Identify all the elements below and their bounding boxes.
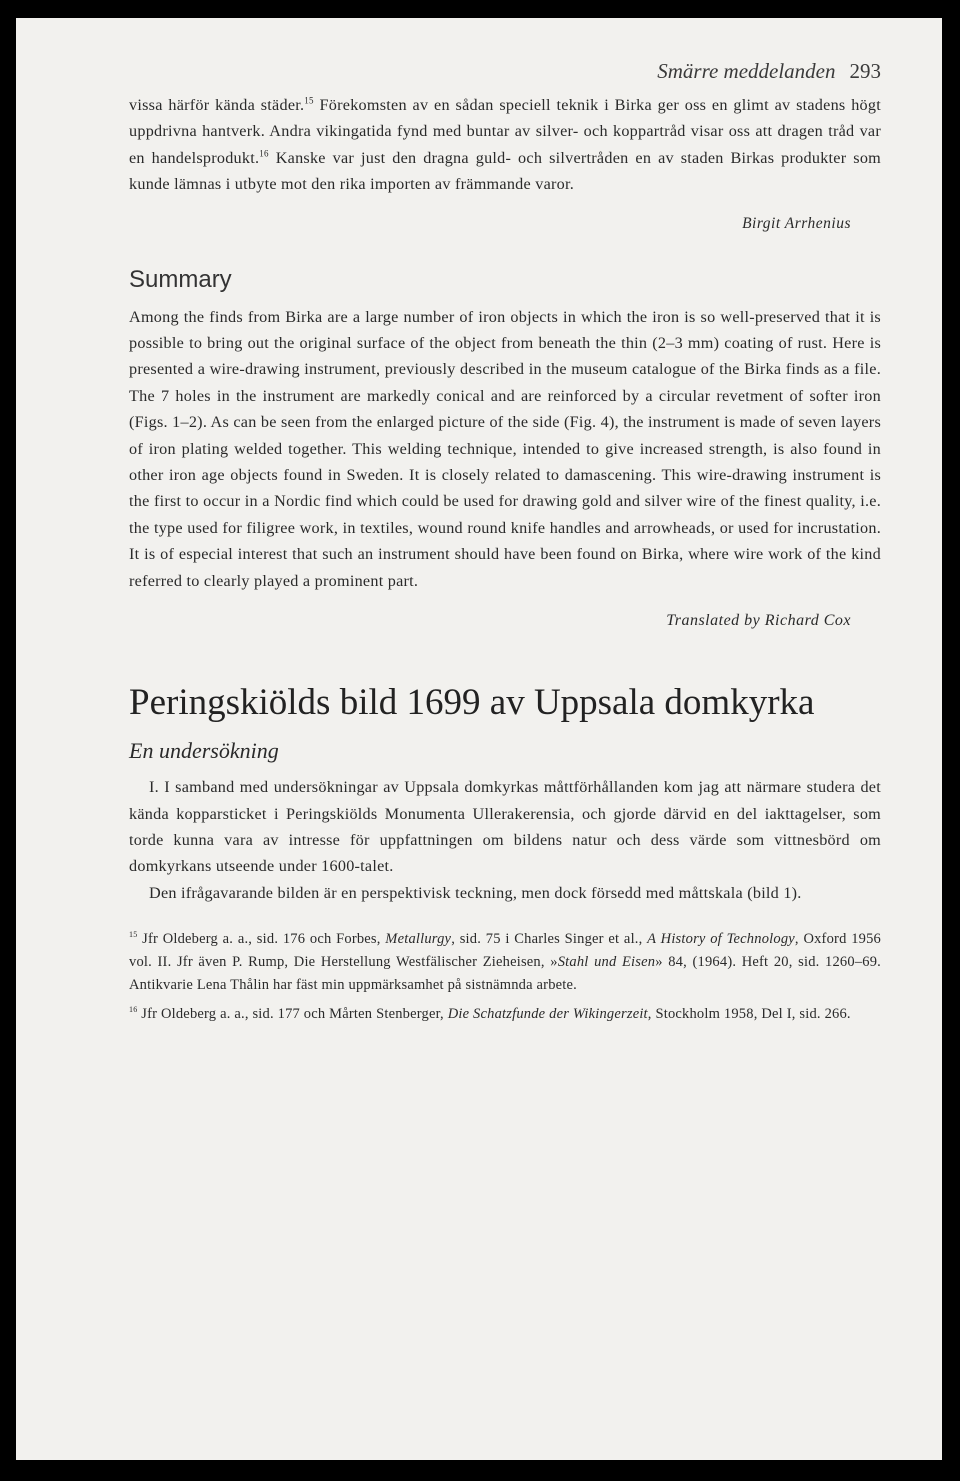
intro-text-3: Kanske var just den dragna guld- och silvertråden en av staden Birkas produkter som kunde lämnas i utbyte mot den rika importen av främmande varor. xyxy=(129,148,881,194)
page-content xyxy=(129,56,881,1031)
footnote-number: 16 xyxy=(129,1004,138,1014)
footnote-title-italic: Metallurgy xyxy=(385,931,452,948)
footnote-text: » 84, (1964). Heft 20, sid. 1260–69. Antikvarie Lena Thålin har fäst min uppmärksamhet på sistnämnda arbete. xyxy=(129,953,881,993)
footnote-title-italic: A History of Technology xyxy=(647,931,795,948)
footnote-15 xyxy=(129,928,881,996)
article-subtitle: En undersökning xyxy=(129,738,279,764)
intro-paragraph xyxy=(129,92,881,198)
intro-text-2: Förekomsten av en sådan speciell teknik i Birka ger oss en glimt av stadens högt uppdrivna hantverk. Andra vikingatida fynd med buntar av silver- och koppartråd visar oss att dragen tråd var en handelsprodukt. xyxy=(129,96,881,167)
footnote-text: , Oxford 1956 vol. II. Jfr även P. Rump, Die Herstellung Westfälischer Zieheisen, » xyxy=(129,931,882,970)
footnote-ref-16[interactable]: 16 xyxy=(259,148,269,159)
intro-text-1: vissa härför kända städer. xyxy=(129,96,305,114)
translator-credit: Translated by Richard Cox xyxy=(666,612,851,630)
page-number: 293 xyxy=(849,59,881,83)
footnotes xyxy=(129,928,881,1025)
footnote-title-italic: Die Schatzfunde der Wikingerzeit xyxy=(447,1005,648,1022)
author-signature: Birgit Arrhenius xyxy=(742,214,851,232)
footnote-number: 15 xyxy=(129,930,138,940)
page xyxy=(16,18,942,1460)
summary-paragraph: Among the finds from Birka are a large number of iron objects in which the iron is so well-preserved that it is possible to bring out the original surface of the object from beneath the thin (2–3 mm) coating of rust. Here is presented a wire-drawing instrument, previously described in the museum catalogue of the Birka finds as a file. The 7 holes in the instrument are markedly conical and are reinforced by a circular revetment of softer iron (Figs. 1–2). As can be seen from the enlarged picture of the side (Fig. 4), the instrument is made of seven layers of iron plating welded together. This welding technique, intended to give increased strength, is also found in other iron age objects found in Sweden. It is closely related to damascening. This wire-drawing instrument is the first to occur in a Nordic find which could be used for drawing gold and silver wire of the finest quality, i.e. the type used for filigree work, in textiles, wound round knife handles and arrowheads, or used for incrustation. It is of especial interest that such an instrument should have been found on Birka, where wire work of the kind referred to clearly played a prominent part. xyxy=(129,307,881,590)
footnote-text: , Stockholm 1958, Del I, sid. 266. xyxy=(647,1005,851,1022)
footnote-text: Jfr Oldeberg a. a., sid. 177 och Mårten Stenberger, xyxy=(137,1005,448,1022)
article-title: Peringskiölds bild 1699 av Uppsala domkyrka xyxy=(129,682,815,724)
running-head-title: Smärre meddelanden xyxy=(657,59,836,83)
footnote-text: , sid. 75 i Charles Singer et al., xyxy=(451,931,648,948)
article-paragraph-2: Den ifrågavarande bilden är en perspektivisk teckning, men dock försedd med måttskala (bild 1). xyxy=(149,883,802,902)
running-head xyxy=(129,56,881,86)
footnote-ref-15[interactable]: 15 xyxy=(304,95,314,106)
summary-heading: Summary xyxy=(129,265,232,293)
footnote-16 xyxy=(129,1003,881,1026)
footnote-text: Jfr Oldeberg a. a., sid. 176 och Forbes, xyxy=(137,931,386,948)
footnote-title-italic: Stahl und Eisen xyxy=(557,953,656,970)
article-paragraph-1: I. I samband med undersökningar av Uppsala domkyrkas måttförhållanden kom jag att närmare studera det kända kopparsticket i Peringskiölds Monumenta Ullerakerensia, och gjorde därvid en del iakttagelser, som torde kunna vara av intresse för uppfattningen om bildens natur och dess värde som vittnesbörd om domkyrkans utseende under 1600-talet. xyxy=(129,778,881,876)
